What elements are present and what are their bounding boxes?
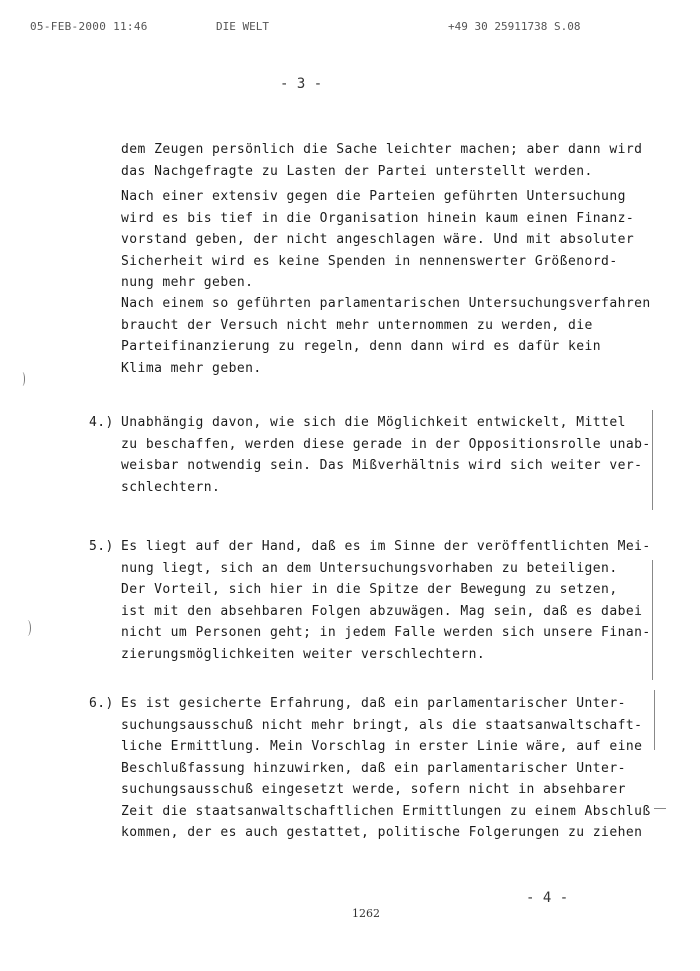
text-line: Unabhängig davon, wie sich die Möglichkeit entwickelt, Mittel	[121, 415, 626, 430]
scan-mark	[652, 560, 653, 680]
text-line: Es ist gesicherte Erfahrung, daß ein parlamentarischer Unter-	[121, 696, 626, 711]
page-number-top: - 3 -	[280, 76, 323, 92]
text-line: nung mehr geben.	[121, 275, 254, 290]
fax-number: +49 30 25911738 S.08	[448, 20, 581, 33]
text-line: kommen, der es auch gestattet, politische Folgerungen zu ziehen	[121, 825, 643, 840]
text-line: zu beschaffen, werden diese gerade in der Oppositionsrolle unab-	[121, 436, 651, 452]
archive-number: 1262	[352, 907, 380, 920]
scan-mark	[24, 620, 31, 636]
scan-mark	[652, 410, 653, 510]
numbered-item-4	[121, 412, 651, 498]
item-number-4: 4.)	[89, 415, 114, 430]
text-line: schlechtern.	[121, 479, 221, 495]
text-line: zierungsmöglichkeiten weiter verschlechtern.	[121, 646, 486, 662]
text-line: vorstand geben, der nicht angeschlagen wäre. Und mit absoluter	[121, 232, 635, 247]
text-line: braucht der Versuch nicht mehr unternommen zu werden, die	[121, 317, 593, 333]
text-line: weisbar notwendig sein. Das Mißverhältnis wird sich weiter ver-	[121, 458, 643, 473]
fax-sender: DIE WELT	[216, 20, 269, 33]
paragraph-2	[121, 186, 651, 294]
fax-date: 05-FEB-2000 11:46	[30, 20, 148, 33]
text-line: ist mit den absehbaren Folgen abzuwägen. Mag sein, daß es dabei	[121, 603, 643, 619]
text-line: Klima mehr geben.	[121, 360, 262, 376]
text-line: liche Ermittlung. Mein Vorschlag in erster Linie wäre, auf eine	[121, 739, 643, 754]
scan-mark	[654, 808, 666, 809]
text-line: das Nachgefragte zu Lasten der Partei unterstellt werden.	[121, 163, 593, 179]
fax-header	[30, 20, 590, 36]
numbered-item-5	[121, 536, 651, 665]
numbered-item-6	[121, 693, 651, 844]
page-number-next: - 4 -	[526, 890, 569, 906]
text-line: Nach einer extensiv gegen die Parteien geführten Untersuchung	[121, 189, 626, 204]
text-line: Parteifinanzierung zu regeln, denn dann wird es dafür kein	[121, 339, 602, 354]
text-line: Es liegt auf der Hand, daß es im Sinne der veröffentlichten Mei-	[121, 539, 651, 554]
item-number-5: 5.)	[89, 539, 114, 554]
text-line: nicht um Personen geht; in jedem Falle werden sich unsere Finan-	[121, 625, 651, 640]
text-line: dem Zeugen persönlich die Sache leichter machen; aber dann wird	[121, 142, 643, 157]
text-line: nung liegt, sich an dem Untersuchungsvorhaben zu beteiligen.	[121, 560, 618, 576]
scan-mark	[654, 690, 655, 750]
text-line: Der Vorteil, sich hier in die Spitze der Bewegung zu setzen,	[121, 582, 618, 597]
text-line: Beschlußfassung hinzuwirken, daß ein parlamentarischer Unter-	[121, 760, 626, 776]
text-line: Nach einem so geführten parlamentarischen Untersuchungsverfahren	[121, 296, 651, 311]
scan-mark	[20, 372, 25, 386]
text-line: Sicherheit wird es keine Spenden in nennenswerter Größenord-	[121, 253, 618, 269]
text-line: wird es bis tief in die Organisation hinein kaum einen Finanz-	[121, 210, 635, 226]
paragraph-3	[121, 293, 651, 379]
text-line: suchungsausschuß nicht mehr bringt, als die staatsanwaltschaft-	[121, 717, 643, 733]
text-line: Zeit die staatsanwaltschaftlichen Ermittlungen zu einem Abschluß	[121, 803, 651, 819]
paragraph-1	[121, 139, 651, 182]
text-line: suchungsausschuß eingesetzt werde, sofern nicht in absehbarer	[121, 782, 626, 797]
item-number-6: 6.)	[89, 696, 114, 711]
